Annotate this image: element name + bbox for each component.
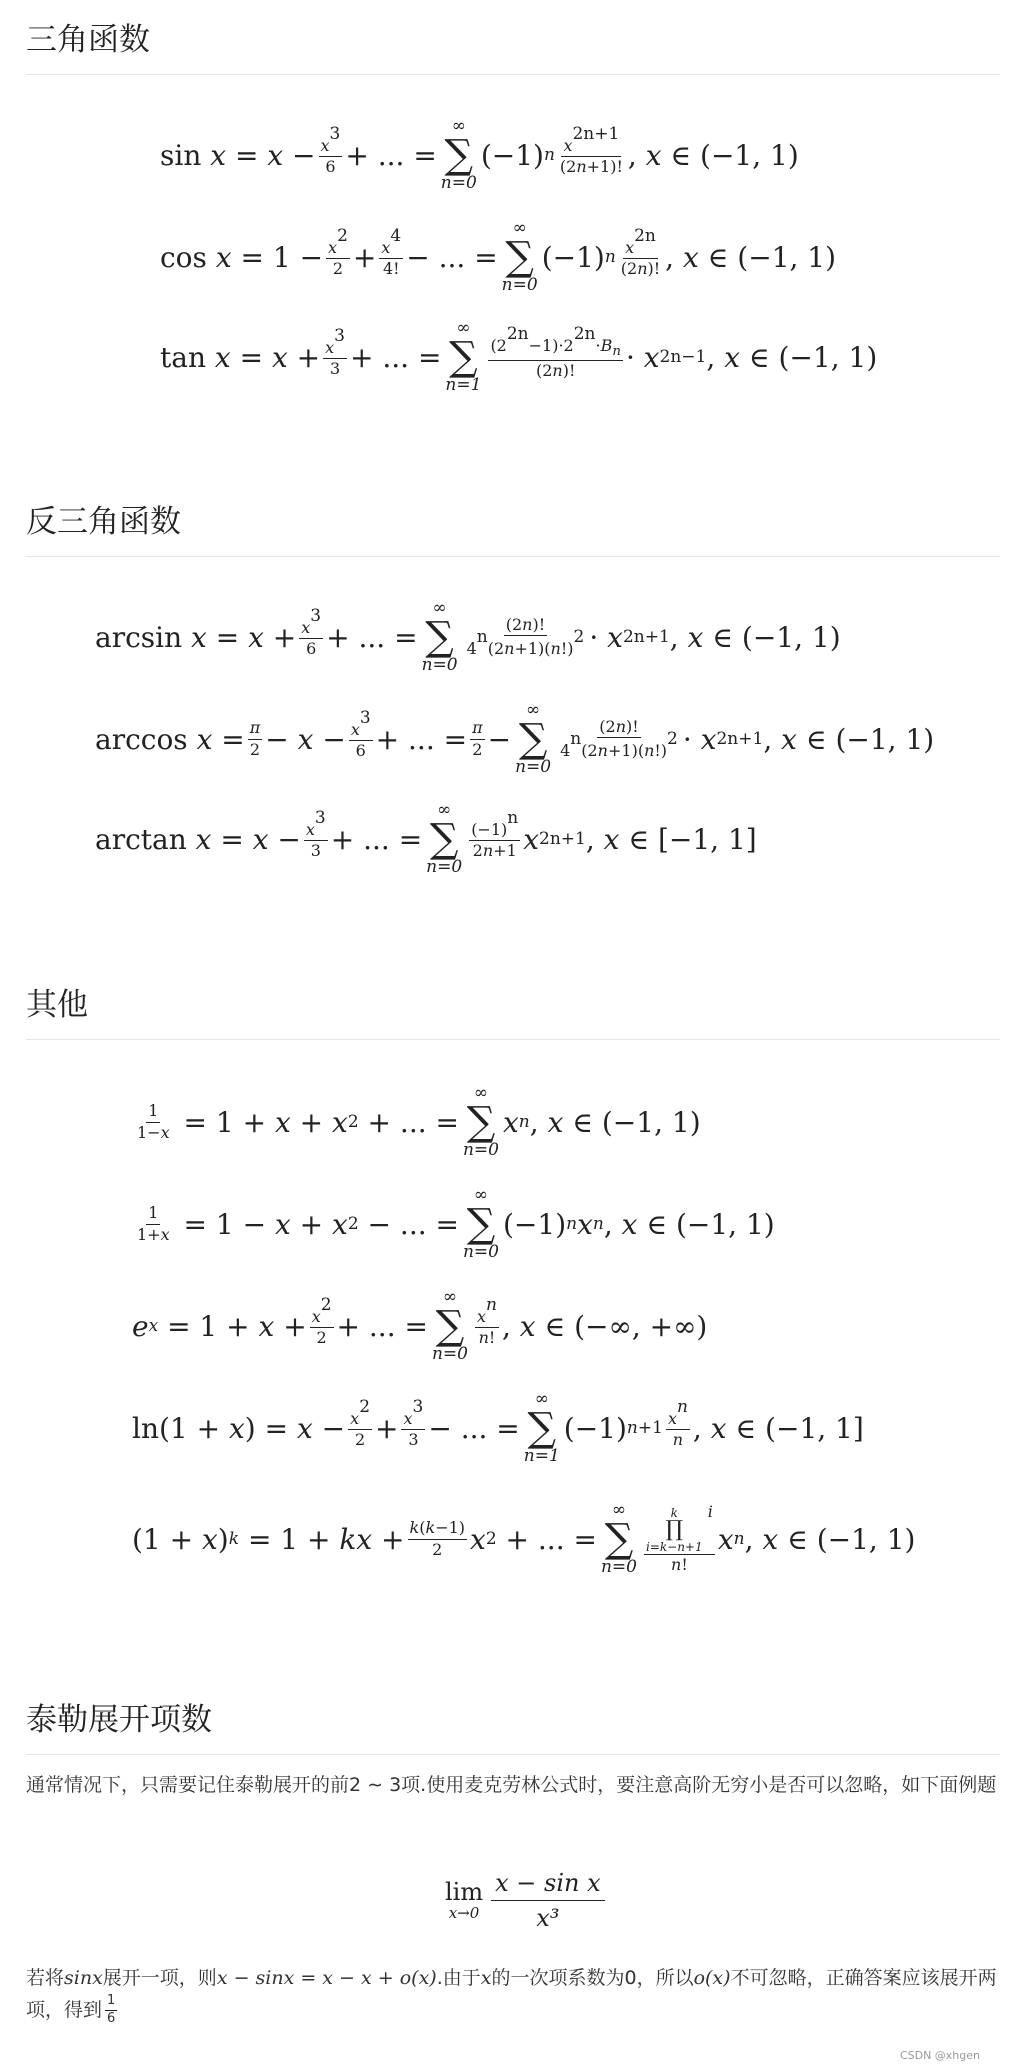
explanation-text-c: .由于 <box>436 1967 481 1989</box>
explanation-math-expansion: x − sinx = x − x + o(x) <box>216 1967 437 1989</box>
taylor-terms-explanation <box>26 1963 1000 2027</box>
formula-alternating-geometric: $\frac{1}{1+x}$ = 1 − x + x 2 − ... = ∞ ∑ n=0 (−1) n x n , x ∈ (−1, 1) <box>137 1185 775 1262</box>
taylor-terms-paragraph: 通常情况下，只需要记住泰勒展开的前2 ∼ 3项.使用麦克劳林公式时，要注意高阶无穷小是否可以忽略，如下面例题 <box>26 1774 997 1796</box>
limit-numerator: x − sin x <box>491 1868 605 1901</box>
limit-subscript: x→0 <box>448 1904 480 1923</box>
section-heading-inverse-trig: 反三角函数 <box>26 502 1000 557</box>
limit-fraction <box>491 1868 605 1933</box>
explanation-fraction <box>105 1994 117 2027</box>
explanation-math-sinx: sinx <box>64 1967 103 1989</box>
explanation-text-b: 展开一项，则 <box>102 1967 217 1989</box>
explanation-math-x: x <box>480 1967 492 1989</box>
fraction-numerator: 1 <box>105 1994 117 2011</box>
section-heading-taylor-terms: 泰勒展开项数 <box>26 1700 1000 1755</box>
formula-ln: ln (1 + x ) = x − $\frac{x^2}{2}$ + $\frac{x^3}{3}$ − ... = ∞ ∑ n=1 (−1) n+1 $\frac{x^n}{n}$ , x ∈ (−1, 1] <box>132 1389 864 1466</box>
explanation-math-ox: o(x) <box>693 1967 731 1989</box>
explanation-text-e: 不可忽略，正确答案应该展开两项，得到 <box>26 1967 997 2021</box>
section-heading-trig: 三角函数 <box>26 20 1000 75</box>
limit-denominator: x³ <box>536 1904 560 1932</box>
section-heading-other: 其他 <box>26 985 1000 1040</box>
formula-geometric: $\frac{1}{1-x}$ = 1 + x + x 2 + ... = ∞ ∑ n=0 x n , x ∈ (−1, 1) <box>137 1083 701 1160</box>
formula-exp: e x = 1 + x + $\frac{x^2}{2}$ + ... = ∞ ∑ n=0 $\frac{x^n}{n!}$ , x ∈ (−∞, +∞) <box>132 1287 708 1364</box>
limit-example <box>445 1868 605 1933</box>
formula-arccos: arccos x = $\frac{\pi}{2}$ − x − $\frac{x^3}{6}$ + ... = $\frac{\pi}{2}$ − ∞ ∑ n=0 $\frac{(2n)!}{4^n(2n+1)(n!)^2}$ · x 2n+1 , x ∈ (−1, 1) <box>95 700 935 777</box>
formula-arctan: arctan x = x − $\frac{x^3}{3}$ + ... = ∞ ∑ n=0 $\frac{(-1)^n}{2n+1}$ x 2n+1 , x ∈ [−1, 1] <box>95 800 757 877</box>
formula-sin: sin x = x − $\frac{x^3}{6}$ + ... = ∞ ∑ n=0 (−1) n $\frac{x^{2n+1}}{(2n+1)!}$ , x ∈ (−1, 1) <box>160 116 799 193</box>
watermark: CSDN @xhgen <box>899 2049 980 2062</box>
formula-cos: cos x = 1 − $\frac{x^2}{2}$ + $\frac{x^4}{4!}$ − ... = ∞ ∑ n=0 (−1) n $\frac{x^{2n}}{(2n)!}$ , x ∈ (−1, 1) <box>160 218 837 295</box>
formula-arcsin: arcsin x = x + $\frac{x^3}{6}$ + ... = ∞ ∑ n=0 $\frac{(2n)!}{4^n(2n+1)(n!)^2}$ · x 2n+1 , x ∈ (−1, 1) <box>95 598 841 675</box>
explanation-text-d: 的一次项系数为0，所以 <box>491 1967 694 1989</box>
explanation-text-a: 若将 <box>26 1967 65 1989</box>
fraction-denominator: 6 <box>107 2010 116 2026</box>
limit-operator: lim x→0 <box>445 1878 484 1923</box>
formula-tan: tan x = x + $\frac{x^3}{3}$ + ... = ∞ ∑ n=1 $\frac{(2^{2n}-1)\cdot 2^{2n}\cdot B_n}{(2n)!}$ · x 2n−1 , x ∈ (−1, 1) <box>160 318 878 395</box>
formula-binomial: (1 + x ) k = 1 + kx + $\frac{k(k-1)}{2}$ x 2 + ... = ∞ ∑ n=0 k ∏ i=k−n+1 i n! x n , x ∈ (−1, 1) <box>132 1500 916 1577</box>
